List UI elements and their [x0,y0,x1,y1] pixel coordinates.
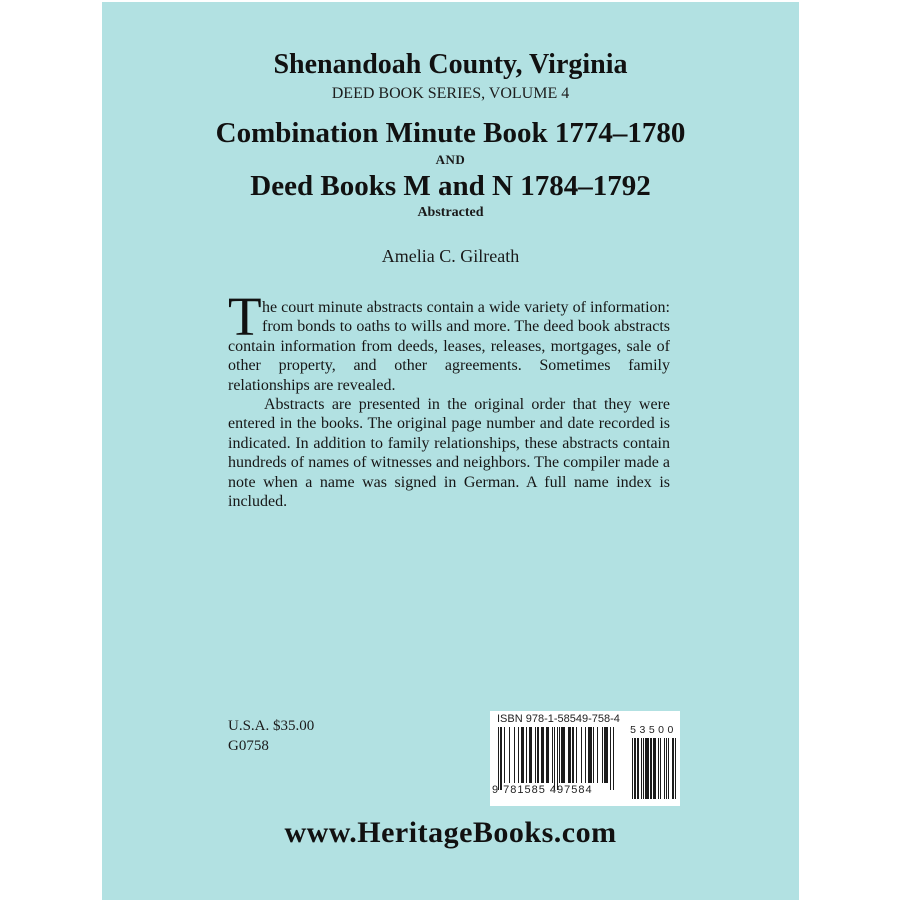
barcode-bar [588,727,592,783]
barcode-bar [666,738,667,799]
description-line: hundreds of names of witnesses and neighbors. The compiler made a [228,454,670,472]
barcode-bar [572,727,573,783]
barcode-bar [643,738,644,799]
description-line: relationships are revealed. [228,376,396,394]
barcode-bar [664,738,666,799]
barcode-bar [559,727,560,783]
author-name: Amelia C. Gilreath [381,246,520,266]
barcode-bar [602,727,603,783]
catalog-number: G0758 [228,738,269,754]
publisher-website-url: www.HeritageBooks.com [284,816,617,849]
barcode-bar [521,727,523,783]
description-line: he court minute abstracts contain a wide variety of information: [262,299,670,316]
barcode-bar [541,727,545,783]
book-back-cover [102,2,799,900]
barcode-bar [557,727,558,790]
barcode-bar [529,727,533,783]
book-description [228,286,670,511]
barcode-bar [675,738,676,799]
description-line: Abstracts are presented in the original order that they were [264,396,670,414]
barcode-bar [537,727,539,783]
description-line: indicated. In addition to family relationships, these abstracts contain [228,434,670,452]
book-title-line2: Deed Books M and N 1784–1792 [250,170,651,202]
description-line: from bonds to oaths to wills and more. The deed book abstracts [262,318,670,336]
ean13-digits: 9 781585 497584 [492,784,593,796]
barcode-bar [509,727,510,783]
barcode-bar [610,727,611,790]
drop-cap-letter: T [228,286,262,347]
title-conjunction: AND [435,152,466,167]
barcode-bar [597,727,598,783]
barcode-bar [554,727,555,790]
price-supplement-digits: 53500 [630,724,677,736]
price: U.S.A. $35.00 [228,718,315,734]
series-title: Shenandoah County, Virginia [273,49,628,80]
title-note-abstracted: Abstracted [417,205,484,220]
barcode-bar [498,727,499,790]
barcode-bar [668,738,669,799]
barcode-bar [576,727,577,783]
barcode-bar [672,738,674,799]
barcode-bar [585,727,586,783]
barcode-bar [514,727,515,783]
isbn-number-label: ISBN 978-1-58549-758-4 [497,713,620,725]
barcode-bar [660,738,661,799]
isbn-barcode-block [490,711,680,806]
barcode-bar [546,727,550,783]
barcode-bar [535,727,536,783]
barcode-bar [552,727,553,783]
barcode-bar [593,727,594,783]
barcode-bar [504,727,505,783]
description-paragraph-1 [228,298,670,395]
description-line: entered in the books. The original page number and date recorded is [228,415,670,433]
description-line: other property, and other agreements. Sometimes family [228,357,670,375]
barcode-bar [637,738,640,799]
description-line: note when a name was signed in German. A full name index is [228,473,670,491]
barcode-bar [613,727,614,790]
barcode-bar [651,738,652,799]
barcode-bar [518,727,519,783]
book-title-line1: Combination Minute Book 1774–1780 [215,117,686,149]
barcode-bar [581,727,582,783]
barcode-bar [634,738,636,799]
series-subtitle: DEED BOOK SERIES, VOLUME 4 [331,85,570,102]
barcode-bar [632,738,633,799]
barcode-bar [641,738,642,799]
description-line: included. [228,493,288,511]
description-line: contain information from deeds, leases, releases, mortgages, sale of [228,337,670,355]
price-block [228,716,314,756]
barcode-bar [561,727,565,783]
barcode-bar [500,727,501,790]
barcode-bar [604,727,608,783]
barcode-bar [645,738,649,799]
barcode-bar [653,738,656,799]
barcode-bar [568,727,572,783]
barcode-bar [650,738,651,799]
barcode-bar [658,738,659,799]
barcode-bar [526,727,527,783]
description-paragraph-2 [228,395,670,511]
ean13-barcode-bars [498,727,616,790]
supplement-barcode-bars [631,738,676,799]
